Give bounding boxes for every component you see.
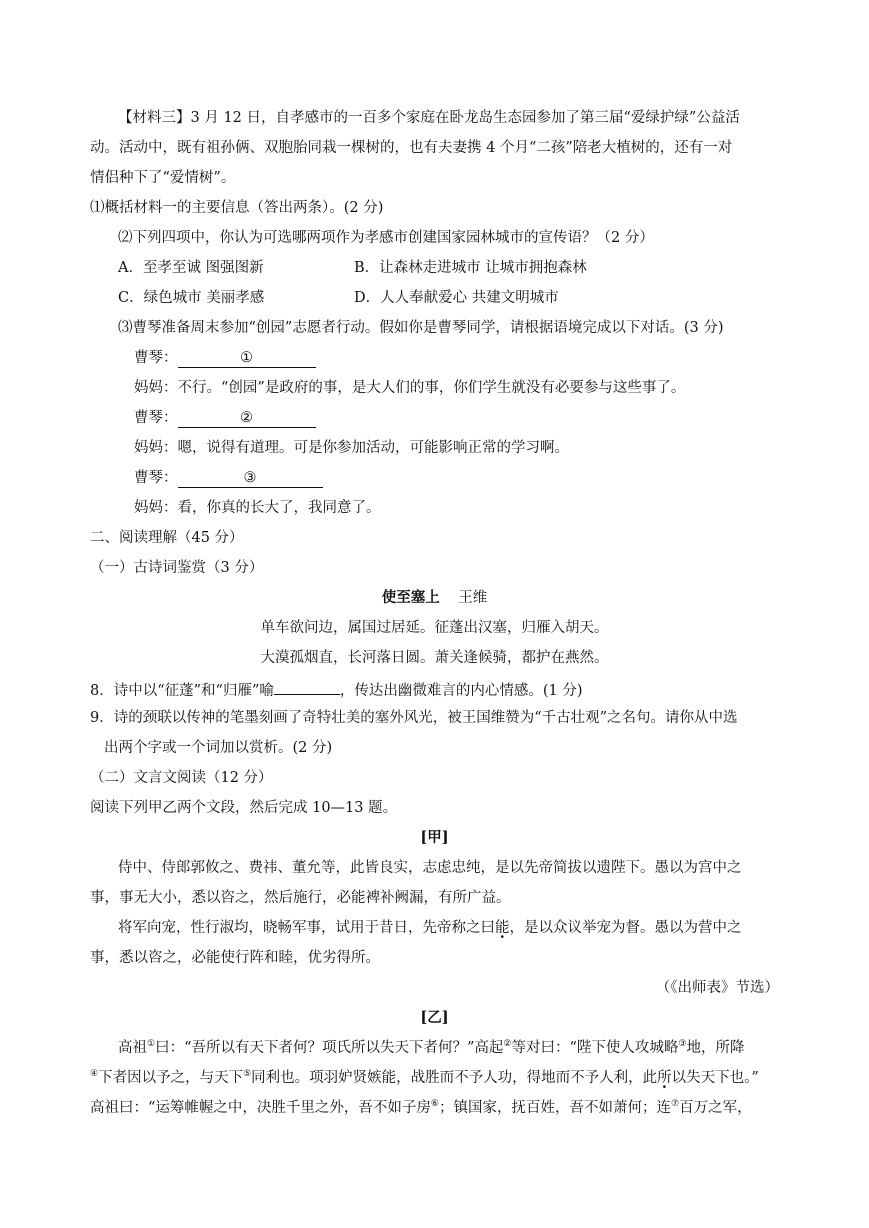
dialogue-line-3 bbox=[134, 468, 323, 488]
jia-p2-text-a: 将军向宠，性行淑均，晓畅军事，试用于昔日，先帝称之曰 bbox=[118, 920, 495, 936]
question-1: ⑴概括材料一的主要信息（答出两条）。(2 分) bbox=[90, 200, 384, 216]
footnote-5: ⑤ bbox=[243, 1069, 252, 1080]
yi-line2 bbox=[90, 1068, 759, 1088]
footnote-2: ② bbox=[503, 1039, 512, 1050]
answer-blank-1[interactable]: ① bbox=[178, 349, 316, 368]
option-c: C．绿色城市 美丽孝感 bbox=[118, 290, 265, 306]
dialogue-line-1 bbox=[134, 348, 316, 368]
dialogue-line-2 bbox=[134, 408, 316, 428]
poem-line-1: 单车欲问边，属国过居延。征蓬出汉塞，归雁入胡天。 bbox=[260, 620, 609, 636]
yi-l3-b: ；镇国家，抚百姓，吾不如萧何；连 bbox=[439, 1100, 671, 1116]
question-2-stem: ⑵下列四项中，你认为可选哪两项作为孝感市创建国家园林城市的宣传语？（2 分） bbox=[118, 230, 654, 246]
footnote-1: ① bbox=[147, 1039, 156, 1050]
reading-instruction: 阅读下列甲乙两个文段，然后完成 10—13 题。 bbox=[90, 800, 398, 816]
question-3-stem: ⑶曹琴准备周末参加“创园”志愿者行动。假如你是曹琴同学，请根据语境完成以下对话。(3 分) bbox=[118, 320, 724, 336]
question-9-line2: 出两个字或一个词加以赏析。(2 分) bbox=[104, 740, 333, 756]
yi-line3 bbox=[90, 1098, 752, 1118]
jia-p2-line1 bbox=[118, 918, 742, 938]
dialogue-mom-1: 妈妈：不行。“创园”是政府的事，是大人们的事，你们学生就没有必要参与这些事了。 bbox=[134, 380, 686, 396]
question-8-blank[interactable] bbox=[274, 678, 340, 695]
dotted-word-neng: 能 bbox=[495, 920, 510, 936]
jia-p1-line1: 侍中、侍郎郭攸之、费祎、董允等，此皆良实，志虑忠纯，是以先帝简拔以遗陛下。愚以为宫中之 bbox=[118, 860, 742, 876]
jia-source: （《出师表》节选） bbox=[655, 980, 779, 996]
option-b: B．让森林走进城市 让城市拥抱森林 bbox=[354, 260, 587, 276]
dialogue-mom-3: 妈妈：看，你真的长大了，我同意了。 bbox=[134, 500, 381, 516]
yi-l1-a: 高祖 bbox=[118, 1040, 147, 1056]
yi-l2-c: 以失天下也。” bbox=[671, 1070, 759, 1086]
answer-blank-3[interactable]: ③ bbox=[178, 469, 323, 488]
yi-l2-b: 同利也。项羽妒贤嫉能，战胜而不予人功，得地而不予人利，此 bbox=[251, 1070, 658, 1086]
answer-blank-2[interactable]: ② bbox=[178, 409, 316, 428]
yi-l3-c: 百万之军， bbox=[679, 1100, 752, 1116]
passage-yi-heading: [乙] bbox=[420, 1009, 449, 1026]
jia-p2-line2: 事，悉以咨之，必能使行阵和睦，优劣得所。 bbox=[90, 950, 380, 966]
poem-header bbox=[0, 588, 869, 608]
poem-line-2: 大漠孤烟直，长河落日圆。萧关逢候骑，都护在燕然。 bbox=[260, 650, 609, 666]
footnote-7: ⑦ bbox=[671, 1099, 680, 1110]
yi-l1-d: 地，所降 bbox=[686, 1040, 745, 1056]
material3-line2: 动。活动中，既有祖孙俩、双胞胎同栽一棵树的，也有夫妻携 4 个月“二孩”陪老大植树的，还有一对 bbox=[90, 140, 733, 156]
footnote-4: ④ bbox=[90, 1069, 99, 1080]
yi-l1-b: 曰：“吾所以有天下者何？项氏所以失天下者何？”高起 bbox=[155, 1040, 504, 1056]
speaker-caoqin: 曹琴： bbox=[134, 410, 178, 426]
poem-author: 王维 bbox=[458, 590, 488, 606]
question-8 bbox=[90, 678, 583, 701]
subsection-poetry: （一）古诗词鉴赏（3 分） bbox=[90, 560, 264, 576]
yi-l3-a: 高祖曰：“运筹帷幄之中，决胜千里之外，吾不如子房 bbox=[90, 1100, 431, 1116]
jia-p2-text-b: ，是以众议举宠为督。愚以为营中之 bbox=[509, 920, 742, 936]
yi-l2-a: 下者因以予之，与天下 bbox=[98, 1070, 244, 1086]
yi-line1 bbox=[118, 1038, 744, 1058]
material3-line3: 情侣种下了“爱情树”。 bbox=[90, 170, 236, 186]
material3-line1: 【材料三】3 月 12 日，自孝感市的一百多个家庭在卧龙岛生态园参加了第三届“爱绿护绿”公益活 bbox=[118, 110, 740, 126]
dotted-word-suo: 所 bbox=[657, 1070, 672, 1086]
footnote-6: ⑥ bbox=[430, 1099, 439, 1110]
question-8-after: ，传达出幽微难言的内心情感。(1 分) bbox=[339, 683, 583, 699]
speaker-caoqin: 曹琴： bbox=[134, 350, 178, 366]
subsection-classical: （二）文言文阅读（12 分） bbox=[90, 770, 273, 786]
option-a: A．至孝至诚 图强图新 bbox=[118, 260, 264, 276]
poem-title: 使至塞上 bbox=[381, 589, 440, 606]
yi-l1-c: 等对曰：“陛下使人攻城略 bbox=[511, 1040, 679, 1056]
passage-jia-heading: [甲] bbox=[420, 829, 449, 846]
footnote-3: ③ bbox=[678, 1039, 687, 1050]
jia-p1-line2: 事，事无大小，悉以咨之，然后施行，必能裨补阙漏，有所广益。 bbox=[90, 890, 511, 906]
option-d: D．人人奉献爱心 共建文明城市 bbox=[354, 290, 559, 306]
speaker-caoqin: 曹琴： bbox=[134, 470, 178, 486]
dialogue-mom-2: 妈妈：嗯，说得有道理。可是你参加活动，可能影响正常的学习啊。 bbox=[134, 440, 569, 456]
question-9-line1: 9．诗的颈联以传神的笔墨刻画了奇特壮美的塞外风光，被王国维赞为“千古壮观”之名句。请你从中选 bbox=[90, 710, 738, 726]
section-2-heading: 二、阅读理解（45 分） bbox=[90, 530, 244, 546]
question-8-before: 8．诗中以“征蓬”和“归雁”喻 bbox=[90, 683, 274, 699]
